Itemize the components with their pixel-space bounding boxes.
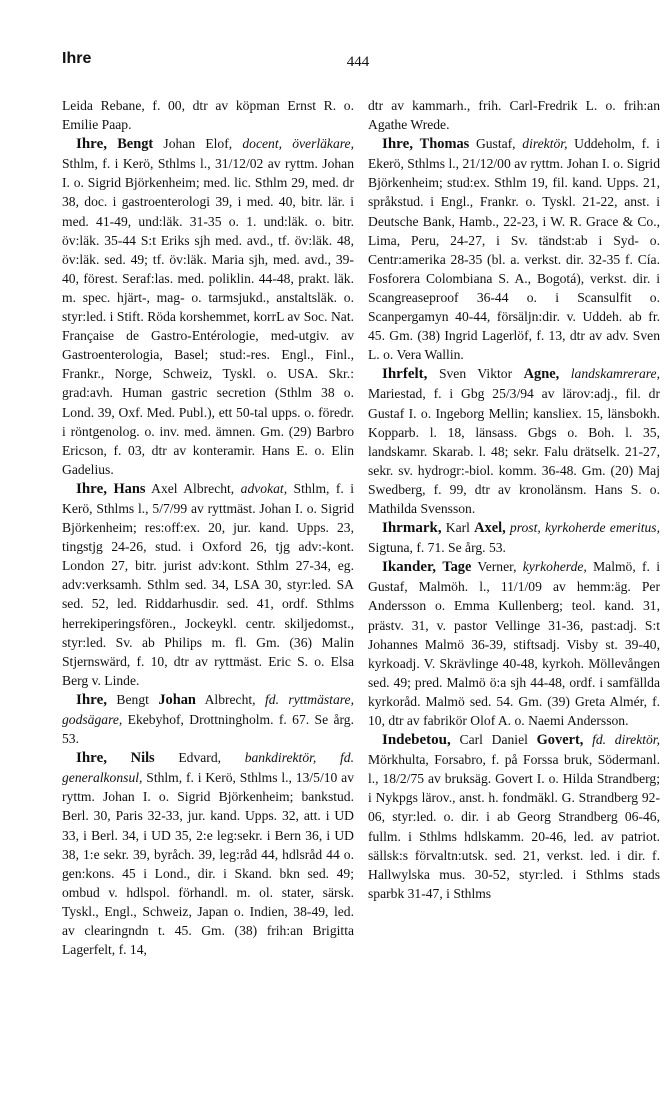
entry-given-bold: Bengt <box>117 136 154 153</box>
entry <box>62 690 354 748</box>
entry-given-pre: Bengt <box>106 691 159 707</box>
entry-given-pre: Karl <box>441 520 475 536</box>
entry-given-bold: Axel, <box>474 520 506 537</box>
page-header <box>62 50 654 74</box>
entry-continuation <box>368 96 660 134</box>
entry-title: landskamrerare, <box>570 366 660 382</box>
entry-body: Sigtuna, f. 71. Se årg. 53. <box>368 540 506 556</box>
entry-given-bold: Agne, <box>523 366 560 383</box>
entry-body: Sthlm, f. i Kerö, Sthlms l., 13/5/10 av ryttm. Johan I. o. Sigrid Björkenheim; bankstud. Berl. 30, Paris 32-33, jur. kand. Upps. 32, att. i UD 33, i Berl. 34, i UD 35, 2:e leg:sekr. i Bern 36, i UD 38, 1:e sekr. 39, byråch. 39, leg:råd 44, hdlsråd 44 o. gen:kons. 45 i Lond., dir. i Skand. bkn sed. 49; ombud v. hdlspol. förhandl. m. ol. stater, särsk. Tyskl., Engl., Schweiz, Japan o. Indien, 38-49, led. av clearingndn t. 45. Gm. (38) frih:an Brigitta Lagerfelt, f. 14, <box>62 770 354 958</box>
entry-given-bold: Govert, <box>536 732 584 749</box>
entry-title: bankdirektör, fd. generalkonsul, <box>62 750 354 786</box>
entry-body: Ekebyhof, Drottningholm. f. 67. Se årg. 53. <box>62 712 354 747</box>
entry-given-post: Albrecht, <box>195 691 256 707</box>
entry <box>368 557 660 730</box>
entry-body: Uddeholm, f. i Ekerö, Sthlms l., 21/12/00 av ryttm. Johan I. o. Sigrid Björkenheim; stud:ex. Sthlm 19, fil. kand. Upps. 21, språkstud. i Engl., Frankr. o. Tyskl. 21-22, anst. i Deutsche Bank, Hamb., 22-23, i W. R. Grace & Co., Lima, Peru, 24-27, i Sv. tändst:ab i Syd- o. Centr:amerika 28-35 (bl. a. verkst. dir. 32-35 f. Cía. Fosforera Colombiana S. A., Bogotá), verkst. dir. i Scangreaseproof 36-44 o. i Scansulfit o. Scanpergamyn 40-44, försäljn:dir. v. Uddeh. ab fr. 45. Gm. (38) Ingrid Lagerlöf, f. 13, dtr av adv. Sven L. o. Vera Wallin. <box>368 136 660 363</box>
entry-surname: Ihre, <box>76 480 107 497</box>
entry-title: kyrkoherde, <box>522 559 587 575</box>
entry-body: Mariestad, f. i Gbg 25/3/94 av lärov:adj., fil. dr Gustaf I. o. Ingeborg Mellin; kansliex. 15, länsbokh. Kopparb. l. 18, länsass. Gbgs o. Boh. l. 35, landskamr. Skarab. l. 48; sekr. Falu drätselk. 21-27, sekr. sv. hydrogr:-biol. komm. 36-48. Gm. (20) Maj Swedberg, f. 99, dtr av kronolänsm. Hans S. o. Mathilda Svensson. <box>368 386 660 516</box>
entry-title: fd. direktör, <box>592 732 660 748</box>
entry <box>62 134 354 479</box>
entry-body: dtr av kammarh., frih. Carl-Fredrik L. o. frih:an Agathe Wrede. <box>368 98 660 133</box>
entry-body: Malmö, f. i Gustaf, Malmöh. l., 11/1/09 av hemm:äg. Per Andersson o. Emma Kullenberg; teol. kand. 31, prästv. 31, v. pastor Vellinge 31-36, past:adj. S:t Johannes Malmö 36-39, stiftsadj. Visby st. 39-40, kyrkoadj. V. Skrävlinge 40-48, kyrkoh. Möllevången sed. 49; pred. Malmö ö:a sjh 44-48, ordf. i samfällda kyrkoråd. Malmö sed. 54. Gm. (39) Greta Almér, f. 10, dtr av fabrikör Olof A. o. Naemi Andersson. <box>368 559 660 728</box>
entry-given-post: Verner, <box>471 559 517 575</box>
entry-given-post: Johan Elof, <box>153 136 233 152</box>
entry <box>368 134 660 364</box>
entry-continuation <box>62 96 354 134</box>
entry <box>62 479 354 690</box>
entry <box>368 518 660 557</box>
entry-given-bold: Hans <box>113 480 146 497</box>
entry-given-bold: Nils <box>130 750 155 767</box>
entry-title: fd. ryttmästare, godsägare, <box>62 691 354 727</box>
entry-surname: Ihrfelt, <box>382 366 428 383</box>
entry-title: advokat, <box>240 480 288 496</box>
entry <box>368 730 660 903</box>
entry-given-pre: Sven Viktor <box>427 366 524 382</box>
entry-surname: Indebetou, <box>382 732 451 749</box>
entry-surname: Ihre, <box>76 691 107 708</box>
entry-title: prost, kyrkoherde emeritus, <box>509 520 660 536</box>
left-column <box>62 96 354 959</box>
entry-body: Sthlm, f. i Kerö, Sthlms l., 5/7/99 av ryttmäst. Johan I. o. Sigrid Björkenheim; res:off:ex. 20, jur. kand. Upps. 23, tingstjg 24-26, stud. i Oxford 26, tjg adv:-kont. London 27, bitr. jurist adv:kont. Sthlm 27-34, eg. adv:verksamh. Sthlm sed. 34, LSA 30, styr:led. SA sed. 52, led. Riddarhusdir. sed. 41, ordf. Sthlms herrekiperingsfören., Jockeykl. centr. skiljedomst., styr:led. Sv. ab Philips m. fl. Gm. (36) Malin Stjernswärd, f. 10, dtr av ryttmäst. Eric S. o. Elsa Berg v. Linde. <box>62 480 355 688</box>
right-column <box>368 96 660 903</box>
entry-body: Leida Rebane, f. 00, dtr av köpman Ernst R. o. Emilie Paap. <box>62 98 354 133</box>
entry <box>368 364 660 518</box>
entry-given-bold: Tage <box>442 559 472 576</box>
page-number: 444 <box>346 54 370 70</box>
entry-given-post: Gustaf, <box>469 136 516 152</box>
entry-surname: Ikander, <box>382 559 437 576</box>
entry-given-bold: Johan <box>158 691 196 708</box>
entry-title: direktör, <box>522 136 568 152</box>
entry-given-pre: Carl Daniel <box>450 732 537 748</box>
entry-given-post: Axel Albrecht, <box>145 480 235 496</box>
entry-surname: Ihre, <box>76 136 107 153</box>
entry-given-post: Edvard, <box>154 750 222 766</box>
entry <box>62 748 354 959</box>
entry-surname: Ihre, <box>382 136 413 153</box>
entry-body: Sthlm, f. i Kerö, Sthlms l., 31/12/02 av ryttm. Johan I. o. Sigrid Björkenheim; med. lic. Sthlm 29, med. dr 38, doc. i gastroenterologi 39, i med. 40, bitr. lär. i med. 41-49, und:läk. 31-35 o. 1. und:läk. o. bitr. öv:läk. 35-44 S:t Eriks sjh med. avd., tf. öv:läk. 48, öv:läk. sed. 49; tf. öv:läk. Maria sjh, med. avd., 39-40, förest. Seraf:las. med. poliklin. 44-48, prakt. läk. m. spec. hjärt-, mag- o. tarmsjukd., anstaltsläk. o. styr:led. i Stift. Röda korshemmet, korrL av Soc. Nat. Française de Gastro-Entérologie, med-utgiv. av Gastroenterologia, Basel; stud:-res. Engl., Finl., Frankr., Norge, Schweiz, Tyskl. o. USA. Skr.: grad:avh. Human gastric secretion (Sthlm 38 o. Lond. 39, Oxf. Med. Publ.), ett 50-tal upps. o. föredr. i röntgenolog. o. inv. med. ämnen. Gm. (29) Barbro Ericson, f. 03, dtr av konteramir. Hans E. o. Elin Gadelius. <box>62 156 354 477</box>
entry-surname: Ihrmark, <box>382 520 442 537</box>
entry-title: docent, överläkare, <box>242 136 354 152</box>
entry-body: Mörkhulta, Forsabro, f. på Forssa bruk, Södermanl. l., 18/2/75 av bruksäg. Govert I. o. Hilda Strandberg; i Nykpgs lärov., anst. h. fondmäkl. G. Strandberg 92-06, styr:led. o. dir. i ab Georg Strandberg 06-46, fullm. i Sthlms hdlskamm. 20-46, led. av patriot. sällsk:s förvaltn:utsk. sed. 21, verkst. led. i dir. f. Hallwylska mus. 30-52, styr:led. i Sthlms stads sparbk 31-47, i Sthlms <box>368 752 660 901</box>
entry-given-bold: Thomas <box>419 136 470 153</box>
entry-surname: Ihre, <box>76 750 107 767</box>
running-head: Ihre <box>62 50 92 67</box>
